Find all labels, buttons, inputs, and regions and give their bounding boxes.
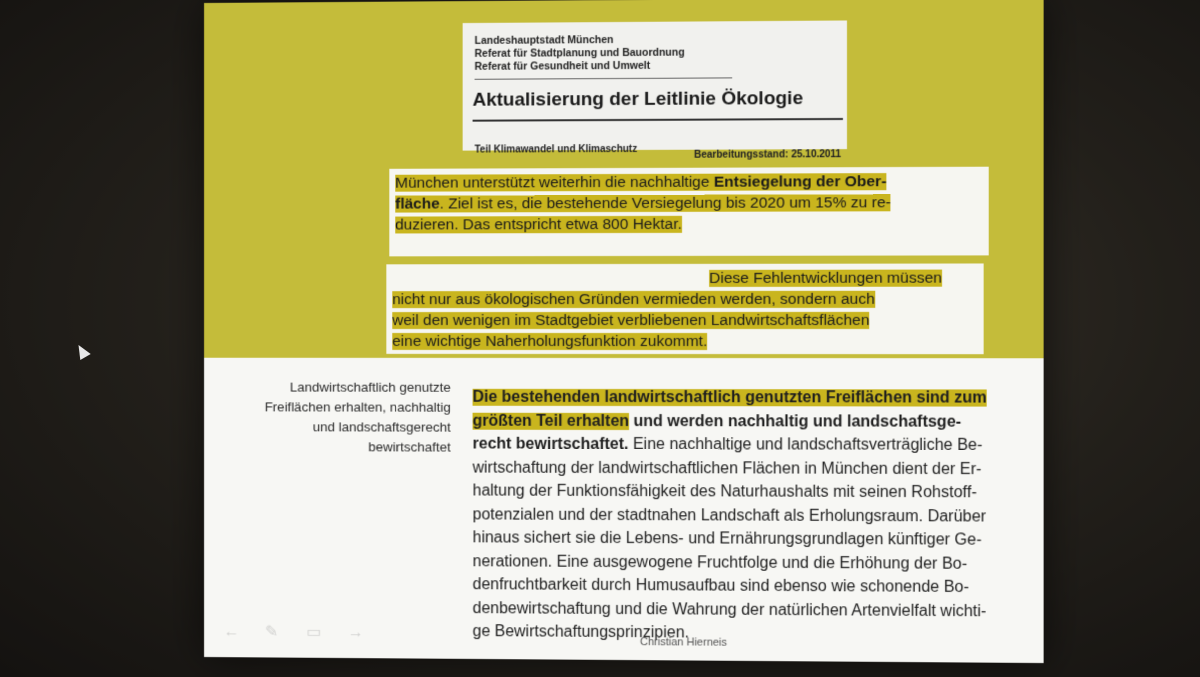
org-line-2: Referat für Stadtplanung und Bauordnung [474, 46, 685, 60]
quote2-text-4: eine wichtige Naherholungsfunktion zukommt. [392, 332, 708, 351]
body-paragraph [473, 386, 1044, 648]
document-header-card [463, 20, 847, 161]
quote2-line-3 [392, 310, 977, 331]
quote1-line-1 [395, 171, 982, 194]
quote1-text-1b: Entsiegelung der Ober- [713, 173, 887, 191]
quote2-text-2: nicht nur aus ökologischen Gründen vermieden werden, sondern auch [392, 290, 875, 309]
document-title: Aktualisierung der Leitlinie Ökologie [472, 88, 804, 111]
margin-note-line-2: Freiflächen erhalten, nachhaltig [264, 399, 451, 415]
body-line-4: wirtschaftung der landwirtschaftlichen Flächen in München dient der Er- [472, 459, 982, 478]
main-content-panel [204, 358, 1044, 663]
quote1-text-2b: . Ziel ist es, die bestehende Versiegelung bis 2020 um 15% zu re- [439, 194, 891, 213]
screen-icon[interactable]: ▭ [306, 623, 322, 641]
body-line-11: ge Bewirtschaftungsprinzipien. [472, 623, 690, 642]
quote2-text-1: Diese Fehlentwicklungen müssen [709, 269, 942, 287]
body-line-5: haltung der Funktionsfähigkeit des Naturhaushalts mit seinen Rohstoff- [472, 482, 977, 502]
document-status-date: Bearbeitungsstand: 25.10.2011 [694, 149, 842, 161]
quote1-text-3: duzieren. Das entspricht etwa 800 Hektar. [395, 215, 682, 234]
forward-arrow-icon[interactable]: → [347, 624, 364, 642]
quote1-line-3 [395, 213, 982, 235]
slide-author: Christian Hierneis [639, 636, 727, 649]
header-divider [475, 77, 733, 79]
body-text-3b: Eine nachhaltige und landschaftsverträgliche Be- [628, 436, 983, 454]
title-underline [473, 118, 843, 122]
org-line-1: Landeshauptstadt München [474, 34, 614, 47]
quote-fehlentwicklungen [386, 263, 983, 354]
quote2-line-1 [392, 268, 977, 290]
quote2-line-2 [392, 289, 977, 310]
document-subtitle: Teil Klimawandel und Klimaschutz [474, 143, 638, 156]
slideshow-toolbar [224, 625, 368, 640]
org-line-3: Referat für Gesundheit und Umwelt [474, 59, 651, 73]
body-line-1 [473, 386, 1044, 410]
margin-note-line-3: und landschaftsgerecht [312, 419, 451, 435]
pen-icon[interactable]: ✎ [264, 623, 279, 641]
quote2-text-3: weil den wenigen im Stadtgebiet verbliebenen Landwirtschaftsflächen [392, 311, 870, 330]
body-line-7: hinaus sichert sie die Lebens- und Ernährungsgrundlagen künftiger Ge- [472, 529, 982, 549]
body-text-1: Die bestehenden landwirtschaftlich genutzten Freiflächen sind zum [472, 388, 987, 407]
margin-note [243, 378, 450, 458]
quote-entsiegelung [389, 167, 988, 257]
body-line-2 [473, 409, 1044, 434]
quote1-line-2 [395, 192, 982, 215]
back-arrow-icon[interactable]: ← [223, 623, 240, 641]
body-line-6: potenzialen und der stadtnahen Landschaft als Erholungsraum. Darüber [472, 505, 987, 526]
margin-note-line-4: bewirtschaftet [368, 439, 451, 455]
quote2-line-4 [392, 331, 977, 352]
presentation-slide [204, 0, 1044, 663]
quote1-text-2a: fläche [395, 195, 440, 213]
body-line-3 [473, 433, 1044, 458]
margin-note-line-1: Landwirtschaftlich genutzte [289, 379, 451, 395]
body-text-2a: größten Teil erhalten [472, 412, 630, 430]
body-text-3a: recht bewirtschaftet. [472, 435, 629, 454]
body-line-8: nerationen. Eine ausgewogene Fruchtfolge und die Erhöhung der Bo- [472, 552, 968, 573]
body-text-2b: und werden nachhaltig und landschaftsge- [629, 412, 962, 431]
body-line-10: denbewirtschaftung und die Wahrung der natürlichen Artenvielfalt wichti- [472, 599, 987, 620]
body-line-9: denfruchtbarkeit durch Humusaufbau sind ebenso wie schonende Bo- [472, 576, 969, 597]
quote1-text-1a: München unterstützt weiterhin die nachhaltige [395, 173, 714, 192]
